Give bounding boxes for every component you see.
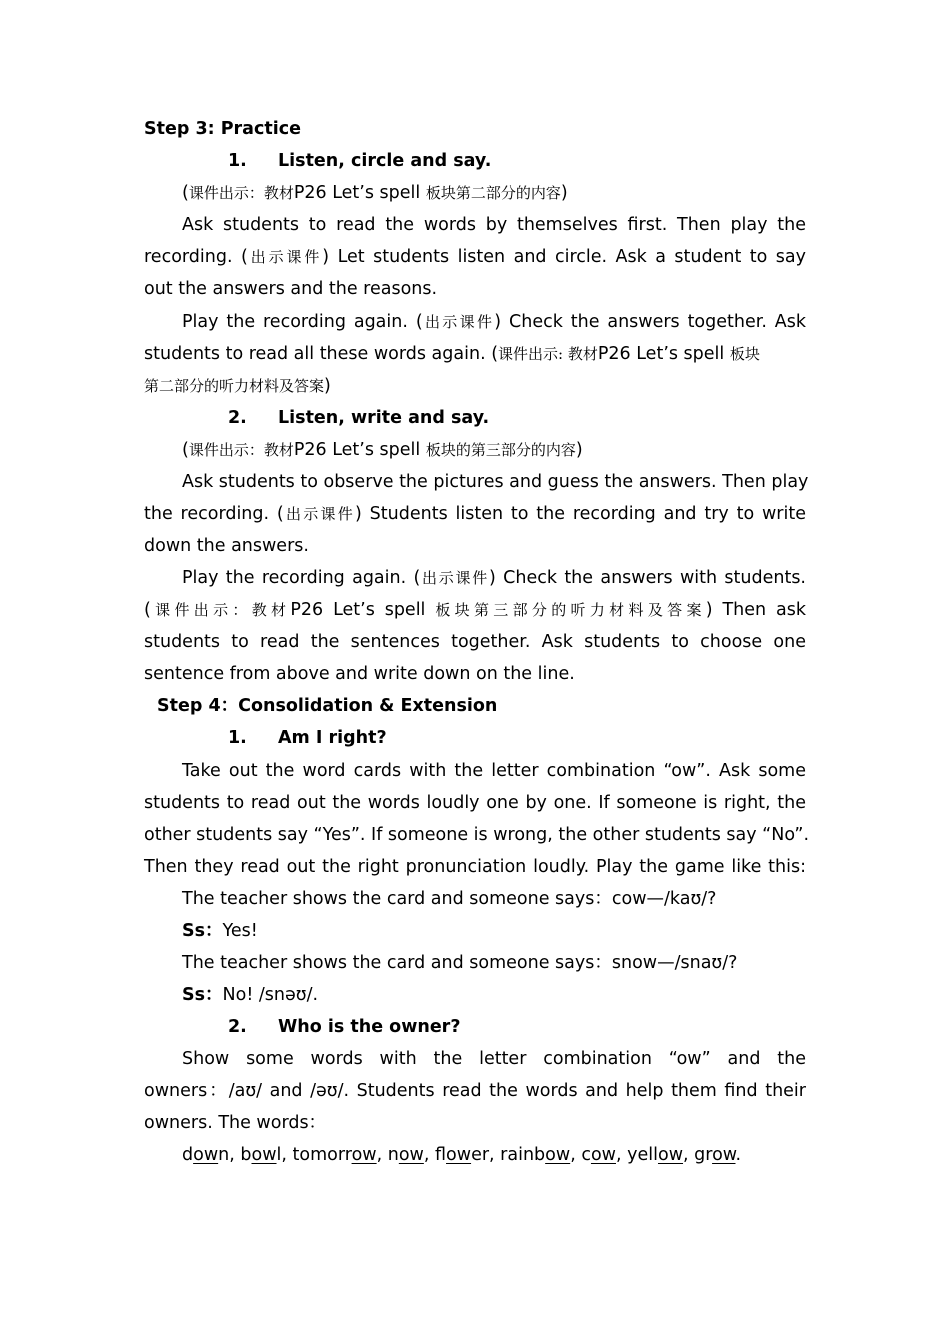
- step4-item2-heading: [228, 1011, 890, 1043]
- word-item: rainbow: [500, 1145, 571, 1165]
- word-item: tomorrow: [292, 1145, 377, 1165]
- step4-heading: Step 4：Consolidation & Extension: [157, 696, 498, 716]
- paragraph-3-line-3: down the answers.: [144, 536, 309, 556]
- item-number: 2.: [228, 1017, 247, 1037]
- step3-item1-note: (课件出示：教材P26 Let’s spell 板块第二部分的内容): [182, 183, 568, 203]
- word-item: now: [387, 1145, 424, 1165]
- paragraph-3-line-2: the recording. (出示课件) Students listen to the recording and try to write: [144, 504, 806, 524]
- dialogue-line-2: Ss：Yes!: [182, 921, 258, 941]
- paragraph-4-line-1: Play the recording again. (出示课件) Check the answers with students.: [182, 568, 806, 588]
- paragraph-5-line-3: other students say “Yes”. If someone is wrong, the other students say “No”.: [144, 825, 810, 845]
- word-item: yellow: [627, 1145, 684, 1165]
- letter-combination: ow: [657, 1145, 684, 1165]
- letter-combination: ow: [398, 1145, 424, 1165]
- paragraph-5-line-2: students to read out the words loudly one by one. If someone is right, the: [144, 793, 806, 813]
- item-title: Listen, write and say.: [278, 408, 490, 428]
- item-title: Am I right?: [278, 728, 387, 748]
- paragraph-2-line-3: 第二部分的听力材料及答案): [144, 376, 331, 396]
- paragraph-2-line-1: Play the recording again. (出示课件) Check the answers together. Ask: [182, 312, 806, 332]
- paragraph-6-line-2: owners：/aʊ/ and /əʊ/. Students read the words and help them find their: [144, 1081, 806, 1101]
- paragraph-4-line-3: students to read the sentences together. Ask students to choose one: [144, 632, 806, 652]
- paragraph-3-line-1: Ask students to observe the pictures and guess the answers. Then play: [182, 472, 809, 492]
- word-list: down, bowl, tomorrow, now, flower, rainbow, cow, yellow, grow.: [182, 1145, 742, 1165]
- step3-item2-heading: [228, 402, 890, 434]
- step3-heading: Step 3: Practice: [144, 119, 301, 139]
- step3-item2-note: (课件出示：教材P26 Let’s spell 板块的第三部分的内容): [182, 440, 583, 460]
- dialogue-line-3: The teacher shows the card and someone says：snow—/snaʊ/?: [182, 953, 738, 973]
- item-number: 1.: [228, 151, 247, 171]
- letter-combination: ow: [251, 1145, 277, 1165]
- step4-item1-heading: [228, 722, 890, 754]
- paragraph-2-line-2: students to read all these words again. (课件出示: 教材P26 Let’s spell 板块: [144, 344, 760, 364]
- item-number: 1.: [228, 728, 247, 748]
- paragraph-6-line-3: owners. The words：: [144, 1113, 327, 1133]
- step3-item1-heading: [228, 145, 890, 177]
- paragraph-4-line-2: (课件出示：教材P26 Let’s spell 板块第三部分的听力材料及答案) Then ask: [144, 600, 806, 620]
- word-item: cow: [581, 1145, 616, 1165]
- speaker-label: Ss：: [182, 921, 223, 941]
- item-title: Who is the owner?: [278, 1017, 461, 1037]
- word-item: flower: [435, 1145, 490, 1165]
- letter-combination: ow: [712, 1145, 736, 1165]
- paragraph-1-line-2: recording. (出示课件) Let students listen and circle. Ask a student to say: [144, 247, 806, 267]
- dialogue-line-1: The teacher shows the card and someone says：cow—/kaʊ/?: [182, 889, 717, 909]
- letter-combination: ow: [545, 1145, 571, 1165]
- letter-combination: ow: [193, 1145, 219, 1165]
- letter-combination: ow: [351, 1145, 377, 1165]
- letter-combination: ow: [446, 1145, 472, 1165]
- paragraph-4-line-4: sentence from above and write down on the line.: [144, 664, 575, 684]
- word-item: grow: [694, 1145, 736, 1165]
- paragraph-6-line-1: Show some words with the letter combination “ow” and the: [182, 1049, 806, 1069]
- letter-combination: ow: [590, 1145, 616, 1165]
- paragraph-5-line-1: Take out the word cards with the letter combination “ow”. Ask some: [182, 761, 806, 781]
- dialogue-line-4: Ss：No! /snəʊ/.: [182, 985, 319, 1005]
- paragraph-5-line-4: Then they read out the right pronunciation loudly. Play the game like this:: [144, 857, 806, 877]
- paragraph-1-line-3: out the answers and the reasons.: [144, 279, 438, 299]
- word-item: bowl: [240, 1145, 282, 1165]
- word-item: down: [182, 1145, 230, 1165]
- item-number: 2.: [228, 408, 247, 428]
- item-title: Listen, circle and say.: [278, 151, 492, 171]
- paragraph-1-line-1: Ask students to read the words by themselves first. Then play the: [182, 215, 806, 235]
- speaker-label: Ss：: [182, 985, 223, 1005]
